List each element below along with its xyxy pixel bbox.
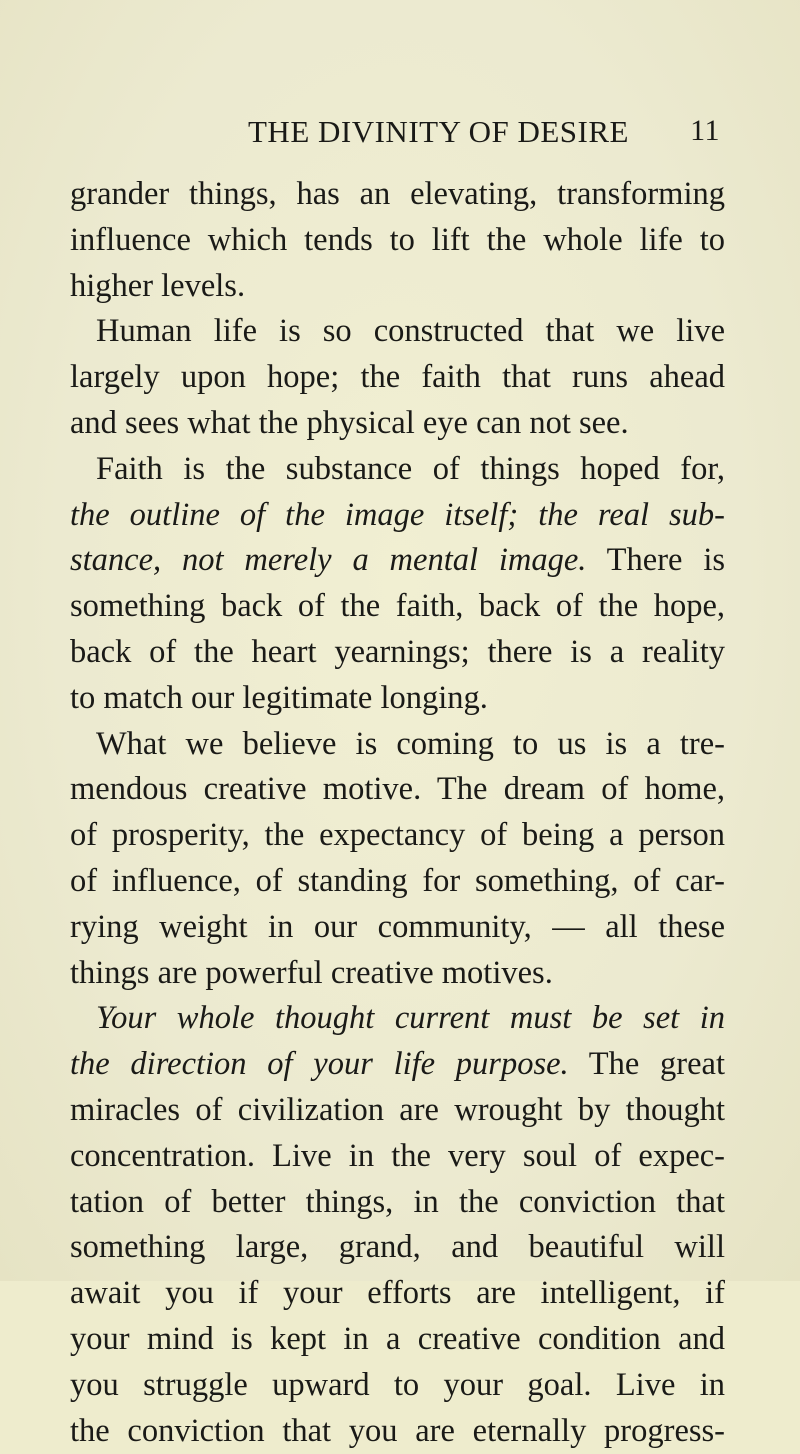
running-head-title: THE DIVINITY OF DESIRE [248,114,629,149]
text-segment: of prosperity, the expectancy of being a person [70,817,725,854]
text-line [70,1134,725,1180]
text-line [70,309,725,355]
text-line [70,401,725,447]
text-segment: tation of better things, in the conviction that [70,1183,725,1220]
text-segment: concentration. Live in the very soul of expec- [70,1137,725,1174]
text-line [70,1042,725,1088]
text-segment: something large, grand, and beautiful will [70,1229,725,1266]
text-segment: largely upon hope; the faith that runs ahead [70,359,725,396]
italic-text: the direction of your life purpose. [70,1046,569,1083]
text-line [70,584,725,630]
text-segment: back of the heart yearnings; there is a reality [70,633,725,670]
text-line [70,722,725,768]
text-line [70,1180,725,1226]
text-segment: higher levels. [70,267,246,304]
text-line [70,1317,725,1363]
text-segment: to match our legitimate longing. [70,679,488,716]
text-segment: influence which tends to lift the whole life to [70,221,725,258]
text-segment: mendous creative motive. The dream of home, [70,771,725,808]
text-segment: What we believe is coming to us is a tre- [96,725,725,762]
text-segment: rying weight in our community, — all these [70,908,725,945]
text-line [70,1271,725,1317]
text-line [70,630,725,676]
text-line [70,1363,725,1409]
text-segment: await you if your efforts are intelligent, if [70,1275,725,1312]
text-segment: your mind is kept in a creative condition and [70,1320,725,1357]
body-text [70,172,725,1454]
italic-text: stance, not merely a mental image. [70,542,587,579]
text-segment: miracles of civilization are wrought by thought [70,1091,725,1128]
text-segment: you struggle upward to your goal. Live in [70,1366,725,1403]
page-number: 11 [690,114,720,147]
text-line [70,1088,725,1134]
text-segment: The great [568,1046,725,1083]
text-line [70,493,725,539]
running-head [70,114,720,154]
italic-text: the outline of the image itself; the real sub- [70,496,725,533]
text-line [70,264,725,310]
text-line [70,767,725,813]
text-line [70,355,725,401]
text-line [70,951,725,997]
text-line [70,996,725,1042]
text-segment: things are powerful creative motives. [70,954,553,991]
italic-text: Your whole thought current must be set in [96,1000,725,1037]
text-segment: of influence, of standing for something, of car- [70,862,725,899]
text-segment: There is [586,542,725,579]
text-segment: the conviction that you are eternally progress- [70,1412,725,1449]
text-line [70,905,725,951]
text-segment: grander things, has an elevating, transforming [70,176,725,212]
text-segment: Faith is the substance of things hoped for, [96,450,725,487]
text-line [70,1409,725,1454]
text-line [70,218,725,264]
text-line [70,676,725,722]
text-line [70,447,725,493]
text-line [70,813,725,859]
text-line [70,538,725,584]
text-segment: and sees what the physical eye can not see. [70,404,629,441]
text-line [70,859,725,905]
text-segment: Human life is so constructed that we live [96,313,725,350]
text-line [70,1225,725,1271]
text-line [70,172,725,218]
text-segment: something back of the faith, back of the hope, [70,588,725,625]
